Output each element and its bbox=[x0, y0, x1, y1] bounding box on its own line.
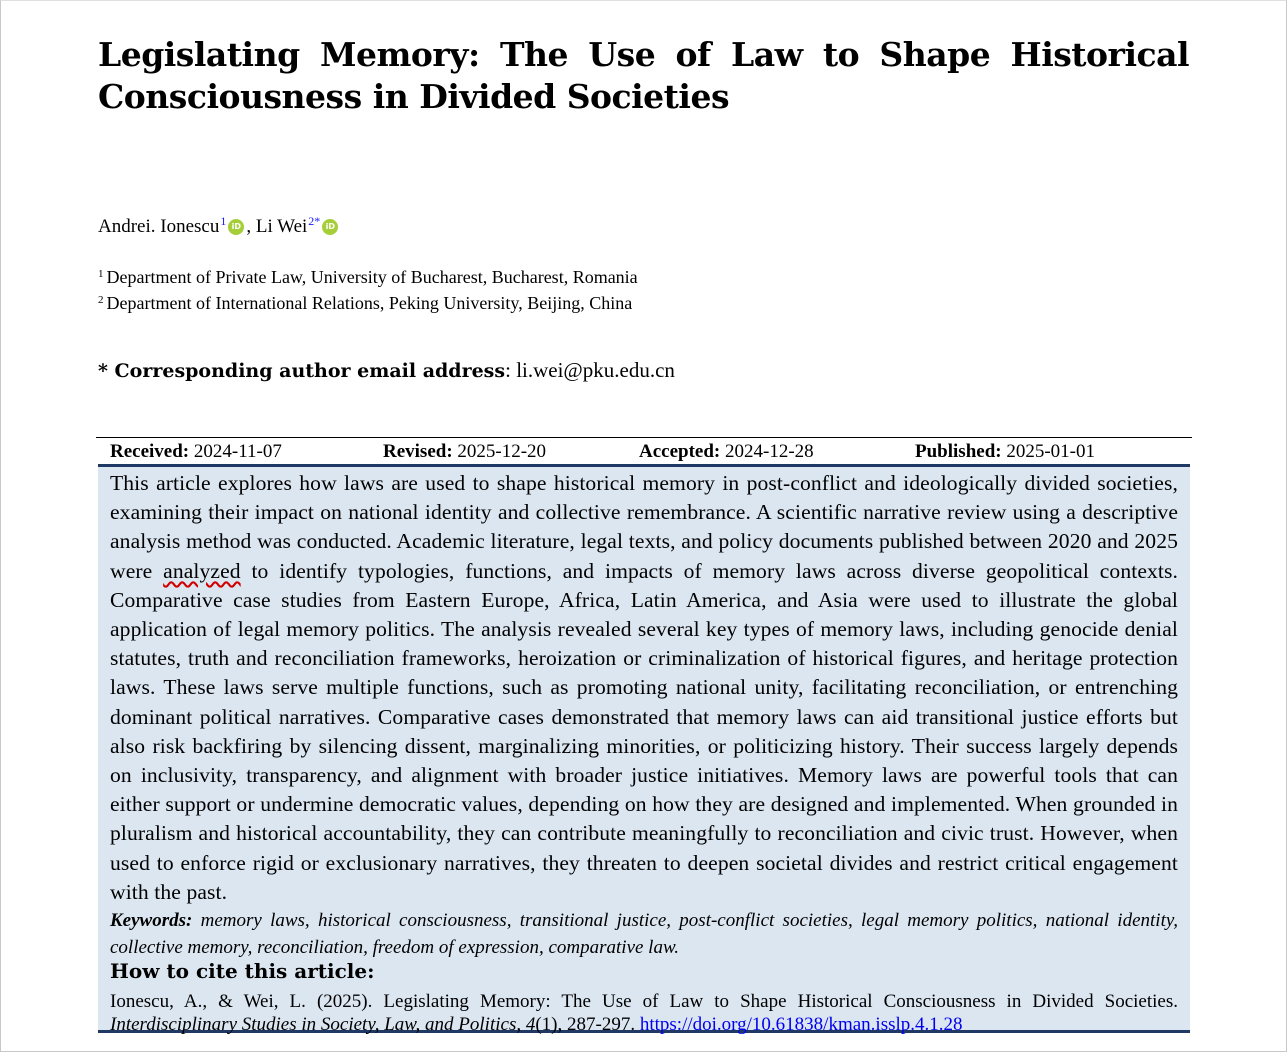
corresponding-author bbox=[98, 358, 675, 383]
author-separator: , bbox=[246, 216, 256, 237]
orcid-icon[interactable]: iD bbox=[322, 219, 338, 235]
corresponding-colon: : bbox=[505, 358, 517, 382]
article-dates bbox=[96, 437, 1192, 465]
published-date: Published: 2025-01-01 bbox=[915, 441, 1095, 462]
affiliation-text: Department of Private Law, University of Bucharest, Bucharest, Romania bbox=[106, 267, 638, 287]
author-affiliation-ref[interactable]: 1 bbox=[220, 214, 227, 228]
author-affiliation-ref[interactable]: 2* bbox=[308, 214, 321, 228]
abstract-box bbox=[98, 464, 1190, 1033]
doi-link[interactable]: https://doi.org/10.61838/kman.isslp.4.1.28 bbox=[639, 1014, 963, 1035]
affiliation-text: Department of International Relations, Peking University, Beijing, China bbox=[106, 293, 633, 313]
keywords-text: memory laws, historical consciousness, transitional justice, post-conflict societies, legal memory politics, national identity, collective memory, reconciliation, freedom of expression, comparative law. bbox=[110, 910, 1178, 958]
affiliation-item bbox=[98, 266, 638, 292]
article-title: Legislating Memory: The Use of Law to Shape Historical Consciousness in Divided Societies bbox=[98, 35, 1189, 116]
spellcheck-flagged-word[interactable]: analyzed bbox=[163, 558, 241, 583]
author-name: Andrei. Ionescu bbox=[98, 216, 220, 237]
corresponding-label: * Corresponding author email address bbox=[98, 360, 506, 382]
citation-journal: Interdisciplinary Studies in Society, Law, and Politics, 4 bbox=[110, 1014, 536, 1035]
author-name: Li Wei bbox=[255, 216, 308, 237]
author-list bbox=[98, 214, 340, 240]
abstract-text: This article explores how laws are used to shape historical memory in post-conflict and ideologically divided societies, examining their impact on national identity and collective remembrance. A scientific narrative review using a descriptive analysis method was conducted. Academic literature, legal texts, and policy documents published between 2020 and 2025 were analyzed to identify typologies, functions, and impacts of memory laws across diverse geopolitical contexts. Comparative case studies from Eastern Europe, Africa, Latin America, and Asia were used to illustrate the global application of legal memory politics. The analysis revealed several key types of memory laws, including genocide denial statutes, truth and reconciliation frameworks, heroization or criminalization of historical figures, and heritage protection laws. These laws serve multiple functions, such as promoting national unity, facilitating reconciliation, or entrenching dominant political narratives. Comparative cases demonstrated that memory laws can aid transitional justice efforts but also risk backfiring by silencing dissent, marginalizing minorities, or politicizing history. Their success largely depends on inclusivity, transparency, and alignment with broader justice initiatives. Memory laws are powerful tools that can either support or undermine democratic values, depending on how they are designed and implemented. When grounded in pluralism and historical accountability, they can contribute meaningfully to reconciliation and civic trust. However, when used to enforce rigid or exclusionary narratives, they threaten to deepen societal divides and restrict critical engagement with the past. bbox=[110, 471, 1179, 904]
affiliation-item bbox=[98, 292, 638, 318]
keywords-label: Keywords: bbox=[110, 910, 193, 931]
received-date: Received: 2024-11-07 bbox=[110, 441, 282, 462]
orcid-icon[interactable]: iD bbox=[228, 219, 244, 235]
affiliation-number: 2 bbox=[98, 294, 104, 306]
accepted-date: Accepted: 2024-12-28 bbox=[639, 441, 814, 462]
affiliation-list bbox=[98, 266, 638, 318]
citation-text: Ionescu, A., & Wei, L. (2025). Legislating Memory: The Use of Law to Shape Historical Consciousness in Divided Societies. Interdisciplinary Studies in Society, Law, and Politics, 4(1), 287-297. https://doi.org/10.61838/kman.isslp.4.1.28 bbox=[110, 991, 1178, 1035]
corresponding-email[interactable]: li.wei@pku.edu.cn bbox=[516, 358, 675, 382]
revised-date: Revised: 2025-12-20 bbox=[383, 441, 547, 462]
affiliation-number: 1 bbox=[98, 268, 104, 280]
citation-heading: How to cite this article: bbox=[110, 959, 375, 983]
keywords bbox=[110, 907, 1178, 961]
